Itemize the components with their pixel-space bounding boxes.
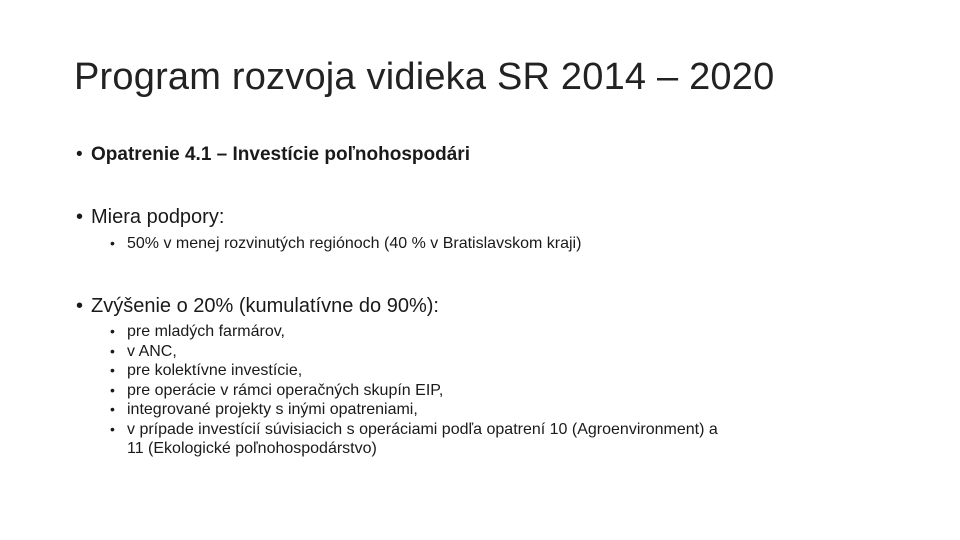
bullet-marker: • (76, 144, 83, 165)
sub-bullet-marker: • (110, 362, 115, 378)
sub-bullet-marker: • (110, 381, 115, 398)
list-item (110, 420, 718, 440)
sub-bullet-marker: • (110, 323, 115, 339)
bullet-zvysenie (76, 295, 439, 318)
list-item (110, 322, 718, 342)
sub-bullet-text: 50% v menej rozvinutých regiónoch (40 % v Bratislavskom kraji) (127, 235, 582, 252)
sub-bullet-miera (110, 235, 581, 253)
bullet-text: Miera podpory: (91, 206, 225, 228)
bullet-text: Opatrenie 4.1 – Investície poľnohospodári (91, 144, 470, 165)
sub-bullet-text: integrované projekty s inými opatreniami, (127, 401, 418, 418)
sub-bullet-text: pre mladých farmárov, (127, 323, 285, 340)
slide-title: Program rozvoja vidieka SR 2014 – 2020 (74, 56, 775, 98)
bullet-opatrenie (76, 144, 470, 166)
bullet-marker: • (76, 295, 84, 317)
sub-bullet-marker: • (110, 401, 115, 417)
sub-bullet-marker: • (110, 420, 115, 437)
list-item-continuation: 11 (Ekologické poľnohospodárstvo) (127, 440, 377, 457)
sub-bullet-text: pre operácie v rámci operačných skupín EIP, (127, 381, 444, 399)
sub-bullet-marker: • (110, 342, 115, 359)
list-item (110, 342, 718, 362)
sub-bullet-text: v ANC, (127, 342, 177, 360)
sub-bullet-text: v prípade investícií súvisiacich s operáciami podľa opatrení 10 (Agroenvironment) a (127, 420, 718, 438)
list-item (110, 381, 718, 401)
sub-bullet-list (110, 322, 718, 459)
bullet-marker: • (76, 206, 84, 228)
list-item (110, 400, 718, 420)
bullet-text: Zvýšenie o 20% (kumulatívne do 90%): (91, 295, 439, 317)
sub-bullet-text: pre kolektívne investície, (127, 362, 303, 379)
list-item (110, 361, 718, 381)
sub-bullet-marker: • (110, 235, 115, 251)
bullet-miera-podpory (76, 206, 224, 229)
